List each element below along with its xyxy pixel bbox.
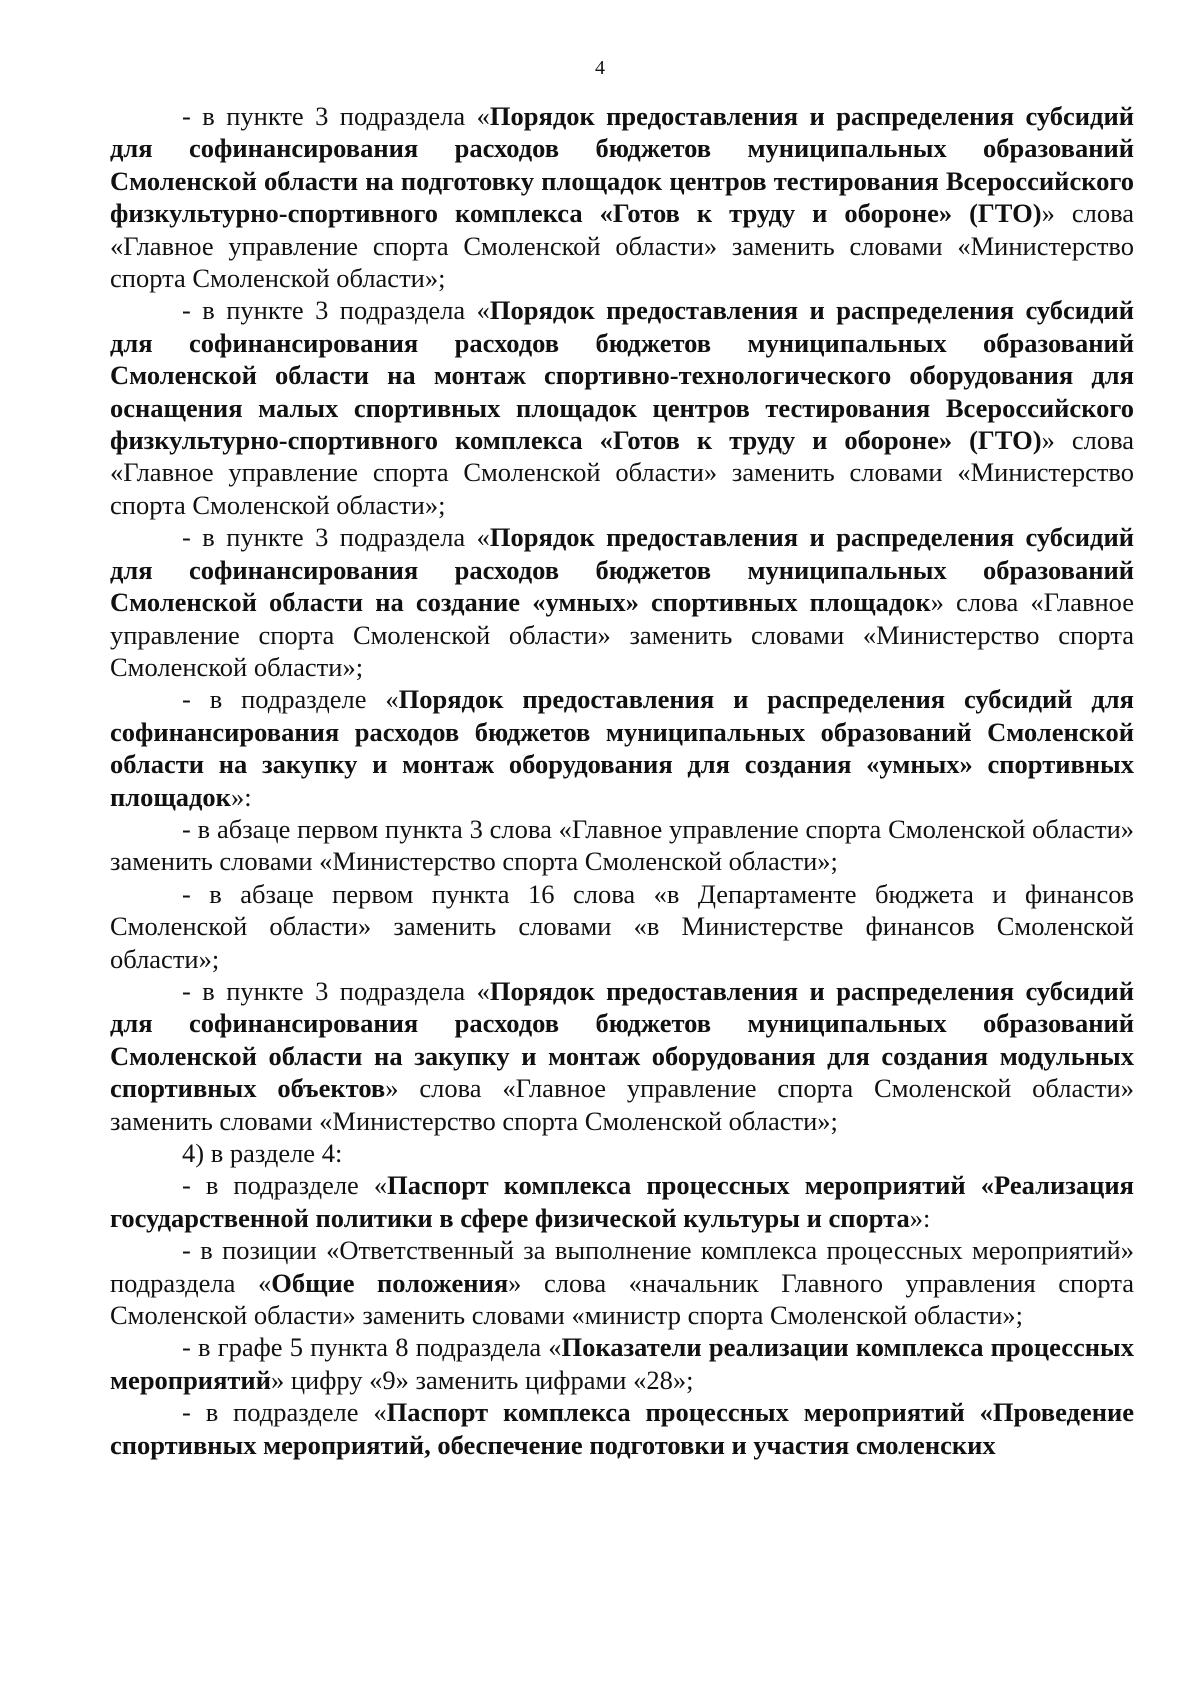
paragraph [110, 1396, 1134, 1461]
paragraph [110, 1331, 1134, 1396]
text-run: » слова «Главное управление спорта Смоленской области» заменить словами «Министерство спорта Смоленской области»; [110, 587, 1134, 682]
bold-text: Порядок предоставления и распределения субсидий для софинансирования расходов бюджетов муниципальных образований Смоленской области на монтаж спортивно-технологического оборудования для оснащения малых спортивных площадок центров тестирования Всероссийского физкультурно-спортивного комплекса «Готов к труду и обороне» (ГТО) [110, 295, 1135, 456]
text-run: » слова «Главное управление спорта Смоленской области» заменить словами «Министерство спорта Смоленской области»; [110, 1073, 1134, 1136]
paragraph [110, 1169, 1134, 1234]
paragraph [110, 1234, 1134, 1331]
bold-text: Общие положения [271, 1267, 509, 1298]
paragraph [110, 878, 1134, 975]
paragraph [110, 294, 1134, 521]
text-run: - в пункте 3 подраздела « [182, 522, 490, 553]
bold-text: Порядок предоставления и распределения субсидий для софинансирования расходов бюджетов муниципальных образований Смоленской области на создание «умных» спортивных площадок [110, 522, 1135, 618]
text-run: - в пункте 3 подраздела « [182, 295, 490, 326]
bold-text: Показатели реализации комплекса процессных мероприятий [110, 1332, 1134, 1395]
text-run: - в абзаце первом пункта 3 слова «Главное управление спорта Смоленской области» заменить словами «Министерство спорта Смоленской области»; [110, 813, 1134, 877]
text-run: » слова «Главное управление спорта Смоленской области» заменить словами «Министерство спорта Смоленской области»; [110, 198, 1134, 294]
text-run: - в позиции «Ответственный за выполнение комплекса процессных мероприятий» подраздела « [110, 1235, 1134, 1298]
text-run: »: [230, 781, 252, 812]
text-run: - в подразделе « [182, 1397, 387, 1428]
paragraph [110, 813, 1134, 878]
text-run: »: [909, 1202, 931, 1233]
bold-text: Паспорт комплекса процессных мероприятий «Проведение спортивных мероприятий, обеспечение подготовки и участия смоленских [110, 1397, 1134, 1460]
text-run: 4) в разделе 4: [182, 1138, 343, 1168]
paragraph [110, 683, 1134, 813]
text-run: » слова «начальник Главного управления спорта Смоленской области» заменить словами «министр спорта Смоленской области»; [110, 1267, 1134, 1331]
text-run: - в пункте 3 подраздела « [182, 975, 490, 1006]
bold-text: Паспорт комплекса процессных мероприятий «Реализация государственной политики в сфере физической культуры и спорта [110, 1170, 1134, 1233]
page-number: 4 [595, 57, 605, 79]
text-run: - в подразделе « [182, 684, 399, 715]
text-run: - в абзаце первом пункта 16 слова «в Департаменте бюджета и финансов Смоленской области» заменить словами «в Министерстве финансов Смоленской области»; [110, 878, 1134, 974]
text-run: - в пункте 3 подраздела « [182, 101, 490, 131]
text-run: - в подразделе « [182, 1170, 388, 1201]
text-run: - в графе 5 пункта 8 подраздела « [182, 1332, 562, 1363]
text-run: » цифру «9» заменить цифрами «28»; [270, 1364, 694, 1395]
paragraph [110, 1137, 1134, 1169]
paragraph [110, 975, 1134, 1137]
bold-text: Порядок предоставления и распределения субсидий для софинансирования расходов бюджетов муниципальных образований Смоленской области на подготовку площадок центров тестирования Всероссийского физкультурно-спортивного комплекса «Готов к труду и обороне» (ГТО) [110, 101, 1135, 229]
text-run: » слова «Главное управление спорта Смоленской области» заменить словами «Министерство спорта Смоленской области»; [110, 425, 1134, 520]
paragraph [110, 521, 1134, 683]
paragraph [110, 100, 1134, 294]
bold-text: Порядок предоставления и распределения субсидий для софинансирования расходов бюджетов муниципальных образований Смоленской области на закупку и монтаж оборудования для создания модульных спортивных объектов [110, 975, 1135, 1104]
bold-text: Порядок предоставления и распределения субсидий для софинансирования расходов бюджетов муниципальных образований Смоленской области на закупку и монтаж оборудования для создания «умных» спортивных площадок [110, 684, 1134, 812]
document-body [110, 100, 1134, 1461]
